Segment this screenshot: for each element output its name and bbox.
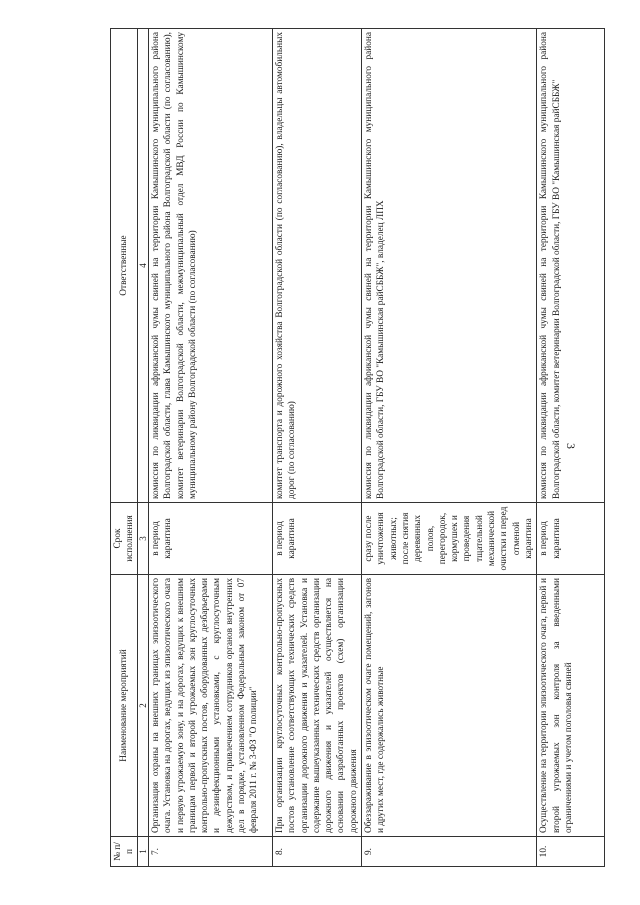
row-name: При организации круглосуточных контрольно-пропускных постов установление соответствующих технических средств организации дорожного движения и указателей. Установка и содержание вышеуказанных технических средств организации дорожного движения и указателей осуществляется на основании разработанных проектов (схем) организации дорожного движения <box>273 575 362 837</box>
page-number: 3 <box>564 443 578 449</box>
header-responsible: Ответственные <box>111 29 138 503</box>
column-number: 4 <box>138 29 149 503</box>
row-responsible: комиссия по ликвидации африканской чумы свиней на территории Камышинского муниципального района Волгоградской области, комитет ветеринарии Волгоградской области, ГБУ ВО "Камышинская райСББЖ" <box>537 29 605 503</box>
header-name: Наименование мероприятий <box>111 575 138 837</box>
row-term: в период карантина <box>537 503 605 575</box>
row-term: в период карантина <box>149 503 273 575</box>
header-num: № п/п <box>111 837 138 867</box>
column-number: 1 <box>138 837 149 867</box>
column-number: 3 <box>138 503 149 575</box>
row-num: 9. <box>362 837 537 867</box>
row-name: Осуществление на территории эпизоотического очага, первой и второй угрожаемых зон контроля за введенными ограничениями и учетом поголовья свиней <box>537 575 605 837</box>
header-row <box>111 29 138 867</box>
measures-table-container <box>110 29 574 867</box>
table-row <box>273 29 362 867</box>
row-responsible: комитет транспорта и дорожного хозяйства Волгоградской области (по согласованию), владельцы автомобильных дорог (по согласованию) <box>273 29 362 503</box>
measures-table <box>110 28 605 867</box>
row-name: Организация охраны на внешних границах эпизоотического очага. Установка на дорогах, ведущих из эпизоотического очага и первую угрожаемую зону, и на дорогах, ведущих к внешним границам первой и второй угрожаемых зон круглосуточных контрольно-пропускных постов, оборудованных дезбарьерами и дезинфекционными установками, с круглосуточным дежурством, и привлечением сотрудников органов внутренних дел в порядке, установленном Федеральным законом от 07 февраля 2011 г. № 3-ФЗ "О полиции" <box>149 575 273 837</box>
table-row <box>362 29 537 867</box>
row-responsible: комиссия по ликвидации африканской чумы свиней на территории Камышинского муниципального района Волгоградской области, глава Камышинского муниципального района Волгоградской области (по согласованию), комитет ветеринарии Волгоградской области, межмуниципальный отдел МВД России по Камышинскому муниципальному району Волгоградской области (по согласованию) <box>149 29 273 503</box>
row-responsible: комиссия по ликвидации африканской чумы свиней на территории Камышинского муниципального района Волгоградской области, ГБУ ВО "Камышинская райСББЖ", владелец ЛПХ <box>362 29 537 503</box>
row-name: Обеззараживание в эпизоотическом очаге помещений, загонов и других мест, где содержались животные <box>362 575 537 837</box>
table-row <box>537 29 605 867</box>
row-term: в период карантина <box>273 503 362 575</box>
row-num: 10. <box>537 837 605 867</box>
column-number-row <box>138 29 149 867</box>
column-number: 2 <box>138 575 149 837</box>
table-row <box>149 29 273 867</box>
row-num: 7. <box>149 837 273 867</box>
header-term: Срок исполнения <box>111 503 138 575</box>
row-num: 8. <box>273 837 362 867</box>
row-term: сразу после уничтожения животных; после снятия деревянных полов, перегородок, кормушек и проведения тщательной механической очистки и перед отменой карантина <box>362 503 537 575</box>
